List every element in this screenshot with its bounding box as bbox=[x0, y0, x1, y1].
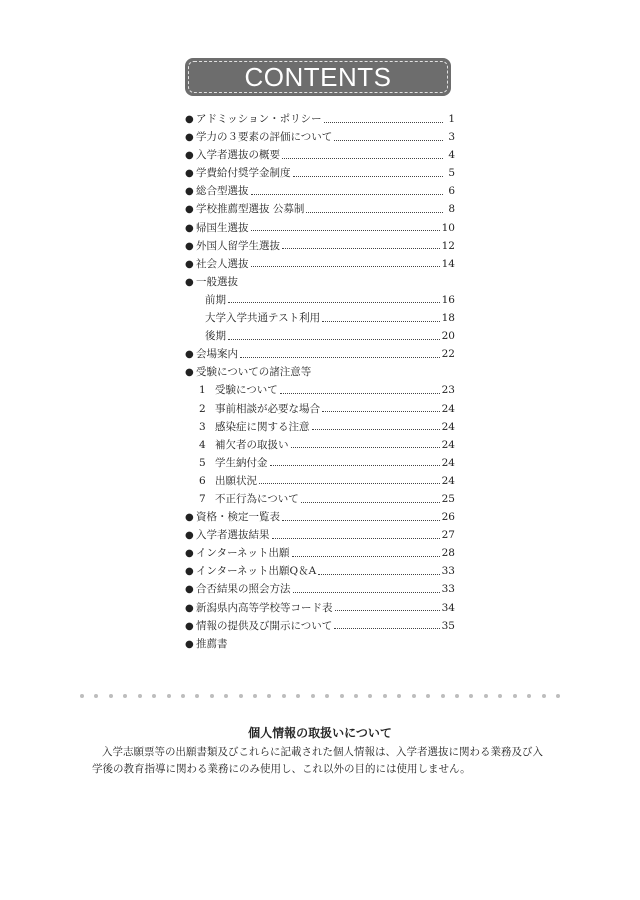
bullet-icon: ● bbox=[185, 602, 194, 614]
dot-leader bbox=[301, 502, 440, 503]
dot-leader bbox=[318, 574, 439, 575]
divider-dot bbox=[195, 694, 199, 698]
toc-page-number: 26 bbox=[441, 511, 455, 524]
toc-item-label: 学校推薦型選抜 公募制 bbox=[196, 203, 305, 216]
toc-row bbox=[185, 274, 455, 292]
bullet-icon: ● bbox=[185, 349, 194, 361]
toc-row bbox=[185, 600, 455, 618]
privacy-heading: 個人情報の取扱いについて bbox=[248, 726, 392, 740]
toc-item-label: 社会人選抜 bbox=[196, 257, 249, 270]
toc-row bbox=[185, 292, 455, 310]
dot-leader bbox=[259, 483, 440, 484]
dot-leader bbox=[280, 393, 440, 394]
divider-dot bbox=[513, 694, 517, 698]
divider-dot bbox=[426, 694, 430, 698]
toc-row bbox=[185, 455, 455, 473]
toc-row bbox=[185, 147, 455, 165]
divider-dot bbox=[412, 694, 416, 698]
divider-dot bbox=[354, 694, 358, 698]
dot-leader bbox=[293, 176, 444, 177]
divider-dot bbox=[368, 694, 372, 698]
divider-dot bbox=[340, 694, 344, 698]
bullet-icon: ● bbox=[185, 584, 194, 596]
toc-page-number: 24 bbox=[441, 402, 455, 415]
bullet-icon: ● bbox=[185, 132, 194, 144]
toc-item-label: アドミッション・ポリシー bbox=[196, 113, 322, 125]
divider-dot bbox=[210, 694, 214, 698]
divider-dot bbox=[123, 694, 127, 698]
toc-row bbox=[185, 563, 455, 581]
dot-leader bbox=[322, 411, 440, 412]
toc-page-number: 20 bbox=[441, 330, 455, 343]
divider-dot bbox=[80, 694, 84, 698]
toc-item-label: 後期 bbox=[205, 330, 226, 343]
divider-dot bbox=[311, 694, 315, 698]
divider-dot bbox=[152, 694, 156, 698]
bullet-icon: ● bbox=[185, 114, 194, 125]
table-of-contents bbox=[185, 111, 455, 654]
toc-row bbox=[185, 527, 455, 545]
toc-item-label: 推薦書 bbox=[196, 637, 228, 650]
privacy-body-text: 入学志願票等の出願書類及びこれらに記載された個人情報は、入学者選抜に関わる業務及び入学後の教育指導に関わる業務にのみ使用し、これ以外の目的には使用しません。 bbox=[92, 746, 543, 775]
divider-dot bbox=[441, 694, 445, 698]
toc-page-number: 1 bbox=[448, 113, 455, 125]
divider-dot bbox=[527, 694, 531, 698]
toc-row bbox=[185, 364, 455, 382]
toc-page-number: 3 bbox=[448, 131, 455, 144]
bullet-icon: ● bbox=[185, 258, 194, 270]
toc-item-number: 6 bbox=[199, 474, 206, 487]
divider-dot bbox=[282, 694, 286, 698]
divider-dot bbox=[181, 694, 185, 698]
toc-item-label: 学力の３要素の評価について bbox=[196, 131, 333, 144]
toc-page-number: 35 bbox=[441, 619, 455, 632]
toc-row bbox=[185, 473, 455, 491]
dotted-divider bbox=[80, 694, 560, 702]
toc-page-number: 6 bbox=[448, 185, 455, 198]
toc-row bbox=[185, 618, 455, 636]
divider-dot bbox=[167, 694, 171, 698]
bullet-icon: ● bbox=[185, 186, 194, 198]
toc-row bbox=[185, 183, 455, 201]
dot-leader bbox=[228, 339, 440, 340]
toc-page-number: 12 bbox=[441, 239, 455, 252]
toc-item-number: 4 bbox=[199, 438, 206, 451]
toc-item-label: 総合型選抜 bbox=[196, 185, 249, 198]
dot-leader bbox=[334, 628, 439, 629]
dot-leader bbox=[335, 610, 440, 611]
toc-row bbox=[185, 437, 455, 455]
toc-row bbox=[185, 419, 455, 437]
toc-page-number: 24 bbox=[441, 474, 455, 487]
toc-item-label: 前期 bbox=[205, 293, 226, 306]
contents-title: CONTENTS bbox=[244, 62, 392, 92]
toc-item-number: 3 bbox=[199, 420, 206, 433]
toc-row bbox=[185, 129, 455, 147]
toc-item-number: 5 bbox=[199, 456, 206, 469]
divider-dot bbox=[239, 694, 243, 698]
toc-item-label: 情報の提供及び開示について bbox=[196, 619, 333, 632]
divider-dot bbox=[498, 694, 502, 698]
toc-item-label: 会場案内 bbox=[196, 348, 238, 361]
dot-leader bbox=[334, 140, 443, 141]
bullet-icon: ● bbox=[185, 530, 194, 542]
toc-page-number: 33 bbox=[441, 565, 455, 578]
toc-page-number: 8 bbox=[448, 203, 455, 216]
toc-item-label: 入学者選抜結果 bbox=[196, 529, 270, 542]
toc-page-number: 14 bbox=[441, 257, 455, 270]
toc-row bbox=[185, 346, 455, 364]
dot-leader bbox=[251, 266, 440, 267]
bullet-icon: ● bbox=[185, 240, 194, 252]
toc-item-label: 学費給付奨学金制度 bbox=[196, 167, 291, 180]
dot-leader bbox=[270, 465, 440, 466]
bullet-icon: ● bbox=[185, 638, 194, 650]
toc-page-number: 33 bbox=[441, 583, 455, 596]
dot-leader bbox=[306, 212, 443, 213]
toc-item-label: 資格・検定一覧表 bbox=[196, 511, 280, 524]
toc-item-label: 受験についての諸注意等 bbox=[196, 366, 312, 379]
toc-item-number: 2 bbox=[199, 402, 206, 415]
toc-row bbox=[185, 382, 455, 400]
dot-leader bbox=[282, 158, 443, 159]
toc-item-label: 大学入学共通テスト利用 bbox=[205, 312, 321, 325]
toc-row bbox=[185, 238, 455, 256]
bullet-icon: ● bbox=[185, 620, 194, 632]
toc-row bbox=[185, 545, 455, 563]
dot-leader bbox=[240, 357, 440, 358]
toc-row bbox=[185, 256, 455, 274]
toc-item-label: 不正行為について bbox=[215, 492, 299, 505]
bullet-icon: ● bbox=[185, 222, 194, 234]
toc-page-number: 24 bbox=[441, 438, 455, 451]
contents-banner bbox=[185, 58, 451, 96]
dot-leader bbox=[251, 230, 440, 231]
toc-row bbox=[185, 636, 455, 654]
dot-leader bbox=[251, 194, 444, 195]
toc-item-number: 1 bbox=[199, 384, 206, 397]
toc-item-label: 新潟県内高等学校等コード表 bbox=[196, 601, 333, 614]
dot-leader bbox=[324, 122, 443, 123]
toc-page-number: 24 bbox=[441, 420, 455, 433]
dot-leader bbox=[292, 556, 440, 557]
toc-page-number: 27 bbox=[441, 529, 455, 542]
toc-page-number: 10 bbox=[441, 221, 455, 234]
toc-item-label: インターネット出願Q＆A bbox=[196, 565, 317, 578]
divider-dot bbox=[253, 694, 257, 698]
divider-dot bbox=[296, 694, 300, 698]
toc-row bbox=[185, 310, 455, 328]
toc-item-label: 入学者選抜の概要 bbox=[196, 149, 280, 162]
divider-dot bbox=[484, 694, 488, 698]
divider-dot bbox=[383, 694, 387, 698]
toc-item-label: 事前相談が必要な場合 bbox=[215, 402, 320, 415]
toc-row bbox=[185, 201, 455, 219]
toc-item-label: 出願状況 bbox=[215, 474, 257, 487]
divider-dot bbox=[325, 694, 329, 698]
toc-row bbox=[185, 491, 455, 509]
toc-page-number: 4 bbox=[448, 149, 455, 162]
toc-row bbox=[185, 220, 455, 238]
dot-leader bbox=[282, 248, 440, 249]
dot-leader bbox=[322, 321, 440, 322]
divider-dot bbox=[397, 694, 401, 698]
toc-page-number: 5 bbox=[448, 167, 455, 180]
toc-page-number: 18 bbox=[441, 312, 455, 325]
toc-row bbox=[185, 165, 455, 183]
divider-dot bbox=[455, 694, 459, 698]
toc-item-label: 受験について bbox=[215, 384, 278, 397]
divider-dot bbox=[267, 694, 271, 698]
toc-item-label: 合否結果の照会方法 bbox=[196, 583, 291, 596]
divider-dot bbox=[109, 694, 113, 698]
bullet-icon: ● bbox=[185, 204, 194, 216]
toc-page-number: 22 bbox=[441, 348, 455, 361]
bullet-icon: ● bbox=[185, 512, 194, 524]
dot-leader bbox=[291, 447, 440, 448]
dot-leader bbox=[282, 520, 440, 521]
bullet-icon: ● bbox=[185, 548, 194, 560]
toc-page-number: 34 bbox=[441, 601, 455, 614]
toc-item-label: 学生納付金 bbox=[215, 456, 268, 469]
toc-row bbox=[185, 581, 455, 599]
toc-item-label: 帰国生選抜 bbox=[196, 221, 249, 234]
divider-dot bbox=[138, 694, 142, 698]
divider-dot bbox=[542, 694, 546, 698]
dot-leader bbox=[272, 538, 440, 539]
bullet-icon: ● bbox=[185, 367, 194, 379]
divider-dot bbox=[94, 694, 98, 698]
bullet-icon: ● bbox=[185, 276, 194, 288]
toc-item-label: 感染症に関する注意 bbox=[215, 420, 310, 433]
dot-leader bbox=[293, 592, 440, 593]
toc-page-number: 16 bbox=[441, 293, 455, 306]
toc-item-label: 一般選抜 bbox=[196, 275, 238, 288]
toc-page-number: 25 bbox=[441, 492, 455, 505]
toc-item-label: 補欠者の取扱い bbox=[215, 438, 289, 451]
toc-row bbox=[185, 328, 455, 346]
toc-row bbox=[185, 401, 455, 419]
toc-item-label: 外国人留学生選抜 bbox=[196, 239, 280, 252]
bullet-icon: ● bbox=[185, 168, 194, 180]
dot-leader bbox=[312, 429, 440, 430]
bullet-icon: ● bbox=[185, 566, 194, 578]
divider-dot bbox=[556, 694, 560, 698]
toc-page-number: 28 bbox=[441, 547, 455, 560]
toc-page-number: 24 bbox=[441, 456, 455, 469]
toc-row bbox=[185, 509, 455, 527]
dot-leader bbox=[228, 302, 440, 303]
bullet-icon: ● bbox=[185, 150, 194, 162]
divider-dot bbox=[469, 694, 473, 698]
toc-page-number: 23 bbox=[441, 384, 455, 397]
divider-dot bbox=[224, 694, 228, 698]
toc-row bbox=[185, 111, 455, 129]
toc-item-label: インターネット出願 bbox=[196, 547, 290, 560]
toc-item-number: 7 bbox=[199, 492, 206, 505]
